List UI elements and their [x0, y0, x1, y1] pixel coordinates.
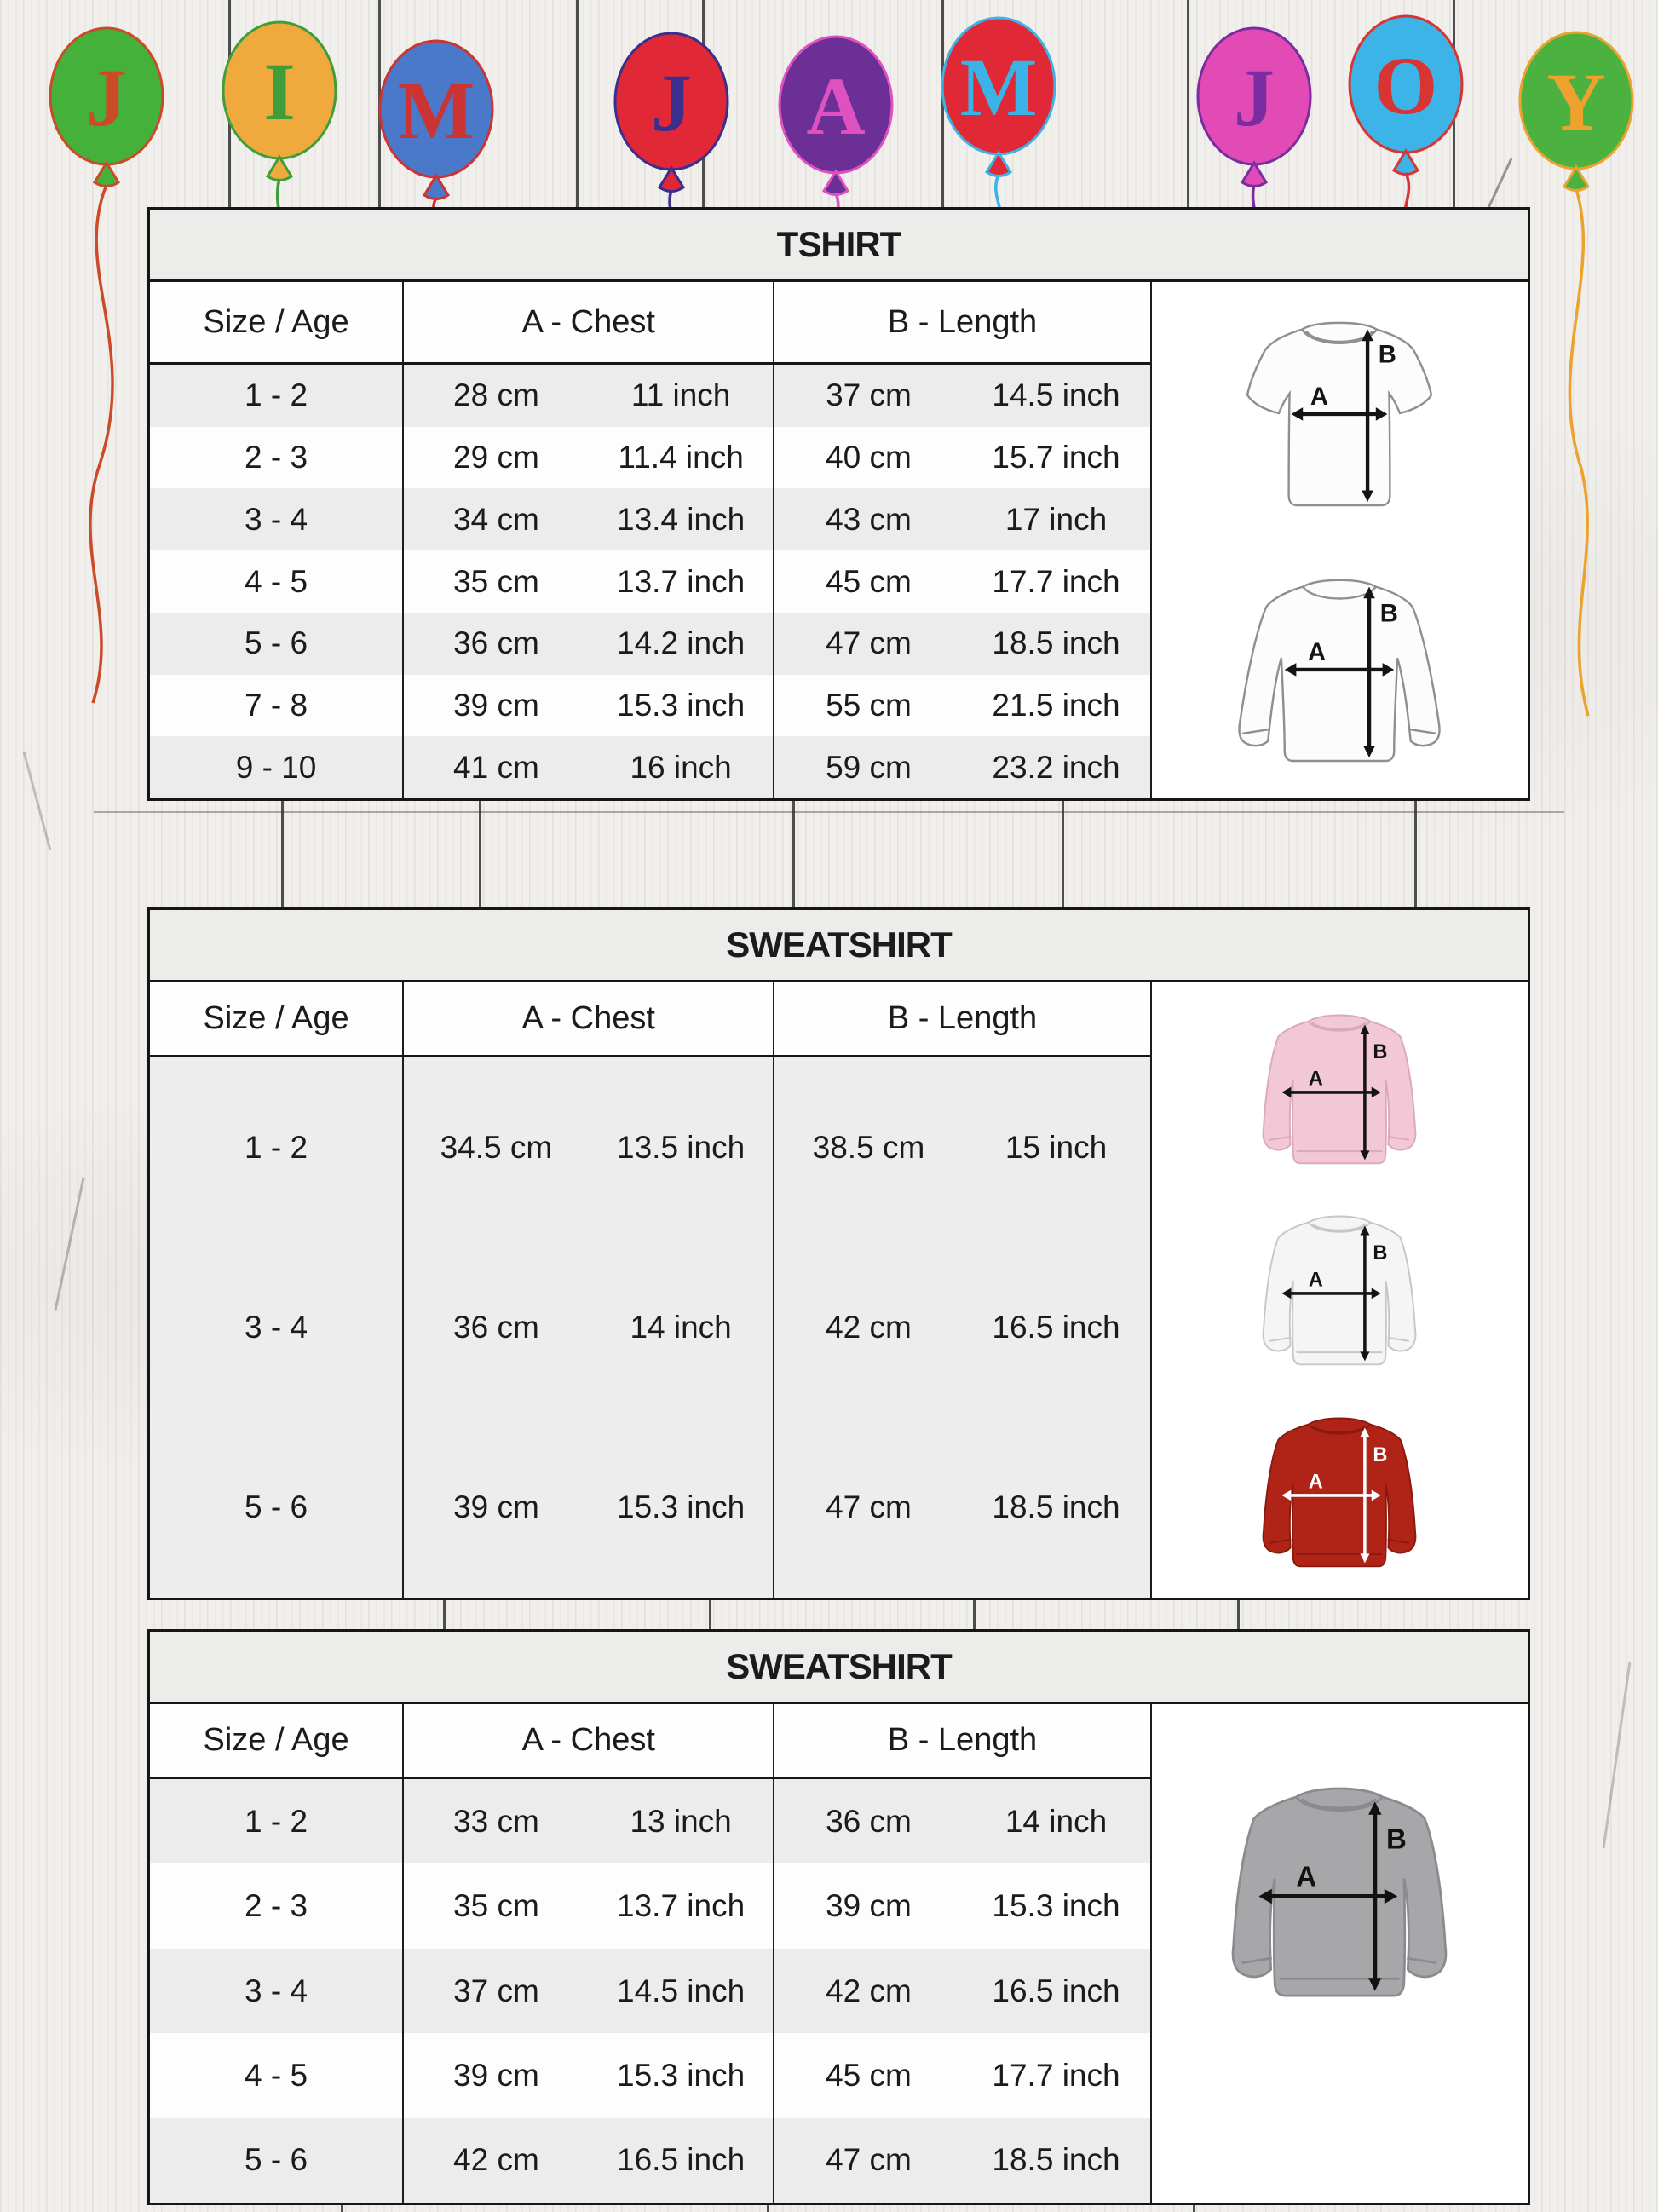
svg-text:I: I	[263, 46, 296, 137]
size-age-cell: 3 - 4	[150, 1237, 404, 1417]
plank-seam	[1414, 799, 1417, 907]
size-age-cell: 7 - 8	[150, 675, 404, 737]
size-age-cell: 5 - 6	[150, 2118, 404, 2203]
col-header-chest: A - Chest	[404, 982, 774, 1055]
svg-text:B: B	[1373, 1241, 1388, 1264]
garment-diagram-column	[1152, 282, 1528, 798]
svg-text:J: J	[86, 52, 127, 143]
plank-seam	[1187, 0, 1189, 207]
plank-seam	[1237, 1600, 1240, 1629]
svg-text:M: M	[959, 42, 1038, 133]
chest-cell: 34.5 cm 13.5 inch	[404, 1057, 774, 1237]
svg-text:A: A	[1296, 1860, 1317, 1892]
length-cell: 38.5 cm 15 inch	[812, 1129, 1108, 1165]
plank-seam	[1193, 2205, 1195, 2212]
wood-scratch	[23, 752, 52, 851]
plank-seam	[94, 811, 1564, 813]
length-cell: 42 cm 16.5 inch	[826, 1973, 1120, 2008]
plank-seam	[767, 2205, 769, 2212]
length-cell: 37 cm 14.5 inch	[826, 377, 1120, 413]
wood-scratch	[1603, 1662, 1632, 1848]
length-cell: 43 cm 17 inch	[826, 501, 1108, 537]
wood-scratch	[54, 1177, 84, 1310]
chest-cell: 37 cm 14.5 inch	[404, 1949, 774, 2033]
plank-seam	[443, 1600, 446, 1629]
svg-text:A: A	[1309, 1470, 1324, 1493]
column-header-row	[150, 982, 1150, 1057]
size-age-cell: 5 - 6	[150, 1418, 404, 1598]
chest-cell: 36 cm 14 inch	[404, 1237, 774, 1417]
table-row	[150, 2118, 1150, 2203]
white-sweatshirt-image	[1216, 1190, 1463, 1391]
tshirt-diagram	[1207, 288, 1471, 537]
table-title: SWEATSHIRT	[150, 910, 1528, 982]
plank-seam	[576, 0, 579, 207]
plank-seam	[709, 1600, 711, 1629]
plank-seam	[973, 1600, 976, 1629]
length-cell: 47 cm 18.5 inch	[826, 2142, 1120, 2178]
length-cell: 47 cm 18.5 inch	[826, 1489, 1120, 1525]
svg-text:B: B	[1386, 1823, 1408, 1855]
chest-cell: 39 cm 15.3 inch	[404, 675, 774, 737]
svg-text:B: B	[1379, 341, 1397, 369]
red-sweatshirt-image	[1216, 1391, 1463, 1593]
sweatshirt-size-table-1	[147, 907, 1530, 1600]
size-age-cell: 3 - 4	[150, 488, 404, 550]
chest-cell: 41 cm 16 inch	[404, 736, 774, 798]
table-row	[150, 613, 1150, 675]
length-cell: 59 cm 23.2 inch	[826, 749, 1120, 785]
size-age-cell: 4 - 5	[150, 550, 404, 613]
size-age-cell: 1 - 2	[150, 365, 404, 427]
plank-seam	[281, 799, 284, 907]
table-row	[150, 736, 1150, 798]
svg-text:J: J	[1234, 52, 1275, 143]
col-header-chest: A - Chest	[404, 1704, 774, 1777]
size-age-cell: 3 - 4	[150, 1949, 404, 2033]
garment-photo-column	[1152, 1704, 1528, 2203]
length-cell: 45 cm 17.7 inch	[826, 2057, 1120, 2093]
col-header-length: B - Length	[887, 1000, 1038, 1036]
svg-text:A: A	[1309, 1067, 1324, 1090]
table-row	[150, 1237, 1150, 1417]
length-cell: 55 cm 21.5 inch	[826, 687, 1120, 723]
svg-text:M: M	[397, 65, 475, 156]
length-cell: 42 cm 16.5 inch	[826, 1309, 1120, 1345]
long-sleeve-diagram	[1207, 544, 1471, 792]
col-header-size-age: Size / Age	[150, 982, 404, 1055]
table-title: SWEATSHIRT	[150, 1632, 1528, 1704]
table-row	[150, 550, 1150, 613]
plank-seam	[792, 799, 795, 907]
garment-photo-column	[1152, 982, 1528, 1598]
table-row	[150, 365, 1150, 427]
svg-text:A: A	[1309, 1269, 1324, 1292]
size-age-cell: 2 - 3	[150, 427, 404, 489]
table-row	[150, 2033, 1150, 2117]
col-header-size-age: Size / Age	[150, 282, 404, 362]
size-age-cell: 2 - 3	[150, 1863, 404, 1948]
svg-text:B: B	[1373, 1443, 1388, 1466]
table-row	[150, 427, 1150, 489]
size-age-cell: 9 - 10	[150, 736, 404, 798]
svg-text:Y: Y	[1546, 56, 1606, 147]
table-title: TSHIRT	[150, 210, 1528, 282]
chest-cell: 33 cm 13 inch	[404, 1779, 774, 1863]
chest-cell: 35 cm 13.7 inch	[404, 1863, 774, 1948]
length-cell: 36 cm 14 inch	[826, 1803, 1108, 1839]
chest-cell: 35 cm 13.7 inch	[404, 550, 774, 613]
size-age-cell: 1 - 2	[150, 1057, 404, 1237]
svg-text:B: B	[1379, 600, 1399, 628]
plank-seam	[479, 799, 481, 907]
tshirt-size-table	[147, 207, 1530, 801]
col-header-length: B - Length	[887, 303, 1038, 340]
table-row	[150, 1418, 1150, 1598]
table-row	[150, 1863, 1150, 1948]
col-header-length: B - Length	[887, 1722, 1038, 1758]
column-header-row	[150, 282, 1150, 365]
size-age-cell: 4 - 5	[150, 2033, 404, 2117]
length-cell: 47 cm 18.5 inch	[826, 625, 1120, 661]
size-age-cell: 5 - 6	[150, 613, 404, 675]
chest-cell: 29 cm 11.4 inch	[404, 427, 774, 489]
svg-text:A: A	[1310, 383, 1329, 412]
length-cell: 39 cm 15.3 inch	[826, 1888, 1120, 1924]
plank-seam	[1062, 799, 1064, 907]
chest-cell: 39 cm 15.3 inch	[404, 1418, 774, 1598]
balloon-letter-y	[1517, 26, 1636, 741]
pink-sweatshirt-image	[1216, 988, 1463, 1190]
svg-text:J: J	[651, 57, 692, 148]
table-row	[150, 1949, 1150, 2033]
size-age-cell: 1 - 2	[150, 1779, 404, 1863]
svg-text:A: A	[806, 60, 866, 152]
col-header-size-age: Size / Age	[150, 1704, 404, 1777]
column-header-row	[150, 1704, 1150, 1779]
table-row	[150, 1057, 1150, 1237]
chest-cell: 36 cm 14.2 inch	[404, 613, 774, 675]
table-row	[150, 1779, 1150, 1863]
table-row	[150, 488, 1150, 550]
length-cell: 45 cm 17.7 inch	[826, 563, 1120, 599]
length-cell: 40 cm 15.7 inch	[826, 440, 1120, 475]
chest-cell: 42 cm 16.5 inch	[404, 2118, 774, 2203]
col-header-chest: A - Chest	[404, 282, 774, 362]
chest-cell: 34 cm 13.4 inch	[404, 488, 774, 550]
svg-text:O: O	[1373, 40, 1438, 131]
table-row	[150, 675, 1150, 737]
plank-seam	[341, 2205, 343, 2212]
svg-text:B: B	[1373, 1040, 1388, 1063]
svg-text:A: A	[1308, 638, 1327, 666]
sweatshirt-size-table-2	[147, 1629, 1530, 2205]
chest-cell: 39 cm 15.3 inch	[404, 2033, 774, 2117]
chest-cell: 28 cm 11 inch	[404, 365, 774, 427]
grey-sweatshirt-image	[1199, 1751, 1480, 2032]
